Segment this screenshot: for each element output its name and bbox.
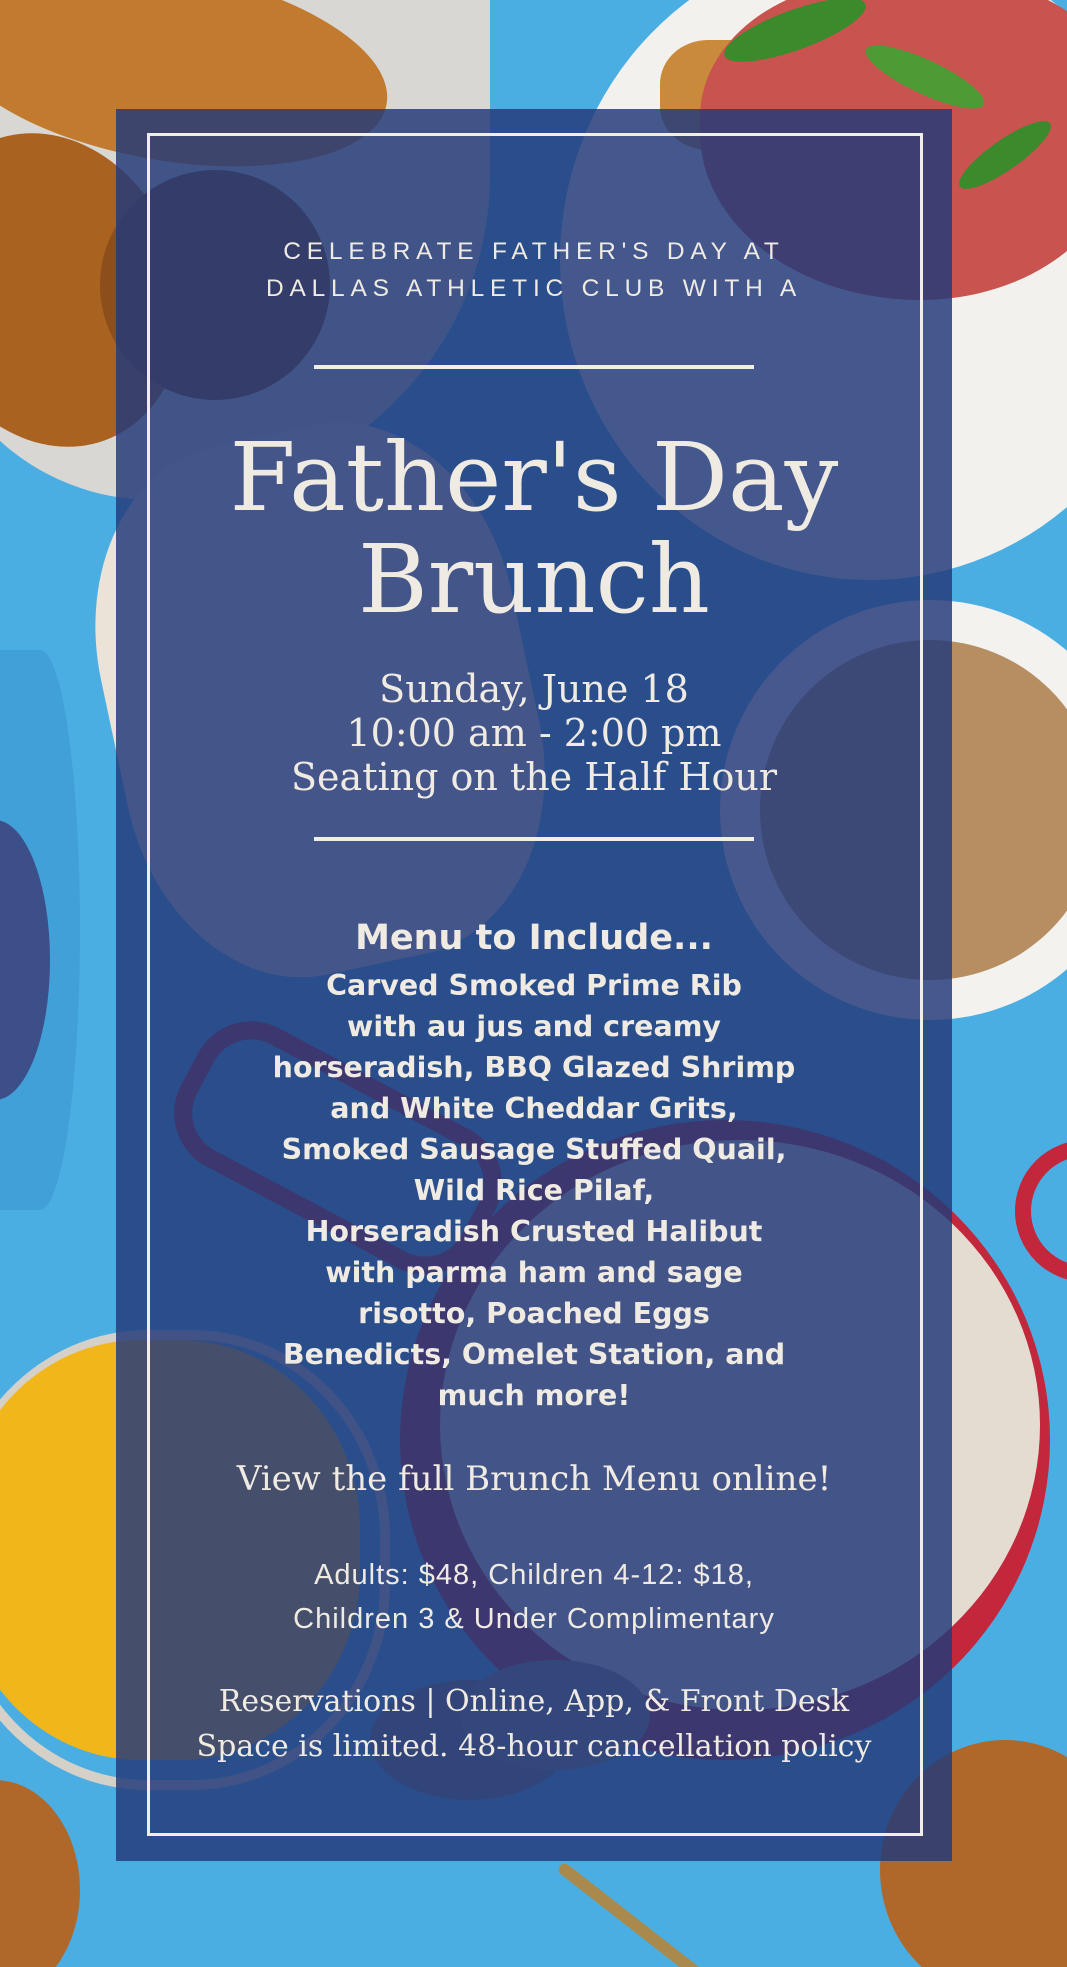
menu-line: with au jus and creamy bbox=[347, 1010, 721, 1043]
menu-line: much more! bbox=[437, 1379, 631, 1412]
menu-line: Benedicts, Omelet Station, and bbox=[282, 1338, 786, 1371]
event-date: Sunday, June 18 bbox=[379, 667, 689, 711]
pricing-info bbox=[116, 1553, 952, 1641]
menu-line: and White Cheddar Grits, bbox=[330, 1092, 738, 1125]
title-line-2: Brunch bbox=[358, 525, 710, 635]
event-time: 10:00 am - 2:00 pm bbox=[346, 711, 722, 755]
spoon-handle-image bbox=[556, 1861, 863, 1967]
intro-line-2: DALLAS ATHLETIC CLUB WITH A bbox=[266, 275, 802, 302]
event-seating: Seating on the Half Hour bbox=[291, 755, 777, 799]
intro-line-1: CELEBRATE FATHER'S DAY AT bbox=[283, 238, 785, 265]
menu-line: Wild Rice Pilaf, bbox=[413, 1174, 655, 1207]
reservations-line: Reservations | Online, App, & Front Desk bbox=[218, 1684, 850, 1719]
cancellation-line: Space is limited. 48-hour cancellation policy bbox=[196, 1729, 872, 1764]
menu-heading: Menu to Include... bbox=[355, 918, 713, 958]
top-divider bbox=[314, 365, 754, 369]
flyer-panel bbox=[116, 109, 952, 1861]
title-line-1: Father's Day bbox=[229, 423, 839, 533]
event-title bbox=[116, 423, 952, 635]
middle-divider bbox=[314, 837, 754, 841]
menu-list bbox=[206, 965, 862, 1416]
pricing-line-1: Adults: $48, Children 4-12: $18, bbox=[314, 1559, 754, 1591]
muffin-image bbox=[0, 1780, 80, 1967]
menu-line: Smoked Sausage Stuffed Quail, bbox=[281, 1133, 787, 1166]
pricing-line-2: Children 3 & Under Complimentary bbox=[293, 1603, 775, 1635]
menu-line: with parma ham and sage bbox=[325, 1256, 743, 1289]
menu-line: risotto, Poached Eggs bbox=[358, 1297, 710, 1330]
event-details bbox=[116, 667, 952, 799]
menu-line: Horseradish Crusted Halibut bbox=[305, 1215, 763, 1248]
menu-line: horseradish, BBQ Glazed Shrimp bbox=[272, 1051, 796, 1084]
intro-text bbox=[116, 233, 952, 307]
flyer-content bbox=[116, 109, 952, 1861]
menu-line: Carved Smoked Prime Rib bbox=[326, 969, 742, 1002]
reservation-info bbox=[116, 1679, 952, 1769]
full-menu-link[interactable]: View the full Brunch Menu online! bbox=[236, 1459, 832, 1499]
pan-handle-image bbox=[1015, 1140, 1067, 1282]
